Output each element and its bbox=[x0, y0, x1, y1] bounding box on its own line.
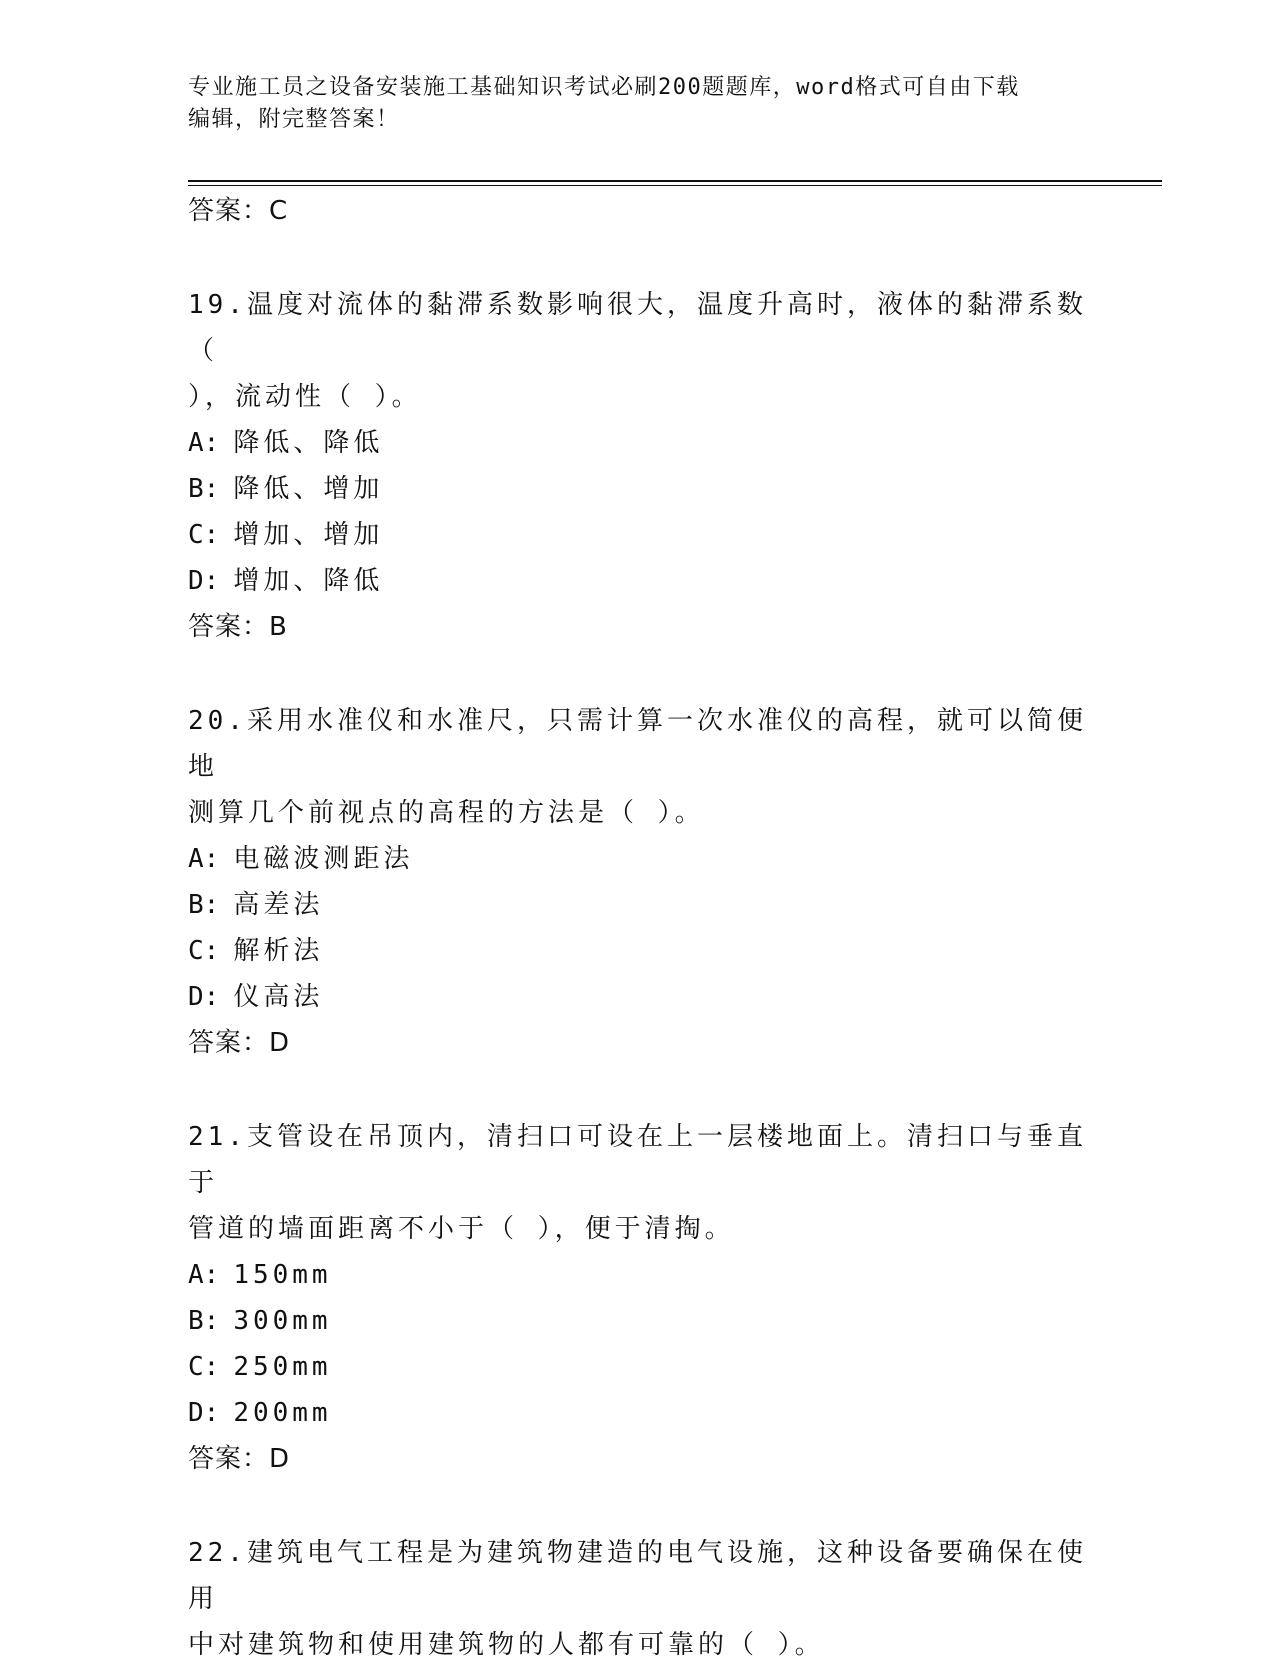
answer-20: 答案：D bbox=[188, 1028, 291, 1058]
option-label: B: bbox=[188, 474, 220, 504]
option-b bbox=[188, 1298, 1088, 1344]
question-block-19 bbox=[188, 282, 1088, 650]
spacer bbox=[188, 1482, 1088, 1530]
answer-18: 答案：C bbox=[188, 196, 289, 226]
header-line-2: 编辑，附完整答案！ bbox=[188, 107, 400, 132]
option-text: 解析法 bbox=[233, 936, 324, 966]
answer-19: 答案：B bbox=[188, 612, 288, 642]
option-label: A: bbox=[188, 844, 220, 874]
option-label: D: bbox=[188, 566, 220, 596]
question-stem-19 bbox=[188, 282, 1088, 420]
answer-21: 答案：D bbox=[188, 1444, 291, 1474]
option-text: 增加、降低 bbox=[233, 566, 384, 596]
option-a bbox=[188, 1252, 1088, 1298]
option-label: A: bbox=[188, 1260, 220, 1290]
option-label: C: bbox=[188, 520, 220, 550]
header-divider bbox=[188, 180, 1162, 186]
option-label: B: bbox=[188, 1306, 220, 1336]
option-text: 高差法 bbox=[233, 890, 324, 920]
option-b bbox=[188, 882, 1088, 928]
question-list bbox=[188, 188, 1088, 1668]
option-label: D: bbox=[188, 1398, 220, 1428]
option-label: C: bbox=[188, 1352, 220, 1382]
option-label: B: bbox=[188, 890, 220, 920]
option-c bbox=[188, 1344, 1088, 1390]
question-text-line: 中对建筑物和使用建筑物的人都有可靠的（ ）。 bbox=[188, 1630, 825, 1660]
page-header bbox=[188, 72, 1088, 136]
question-block-20 bbox=[188, 698, 1088, 1066]
option-text: 降低、降低 bbox=[233, 428, 384, 458]
option-d bbox=[188, 1390, 1088, 1436]
option-a bbox=[188, 836, 1088, 882]
option-text: 150mm bbox=[233, 1260, 332, 1290]
option-d bbox=[188, 558, 1088, 604]
option-text: 250mm bbox=[233, 1352, 332, 1382]
question-text-line: 19.温度对流体的黏滞系数影响很大，温度升高时，液体的黏滞系数（ bbox=[188, 290, 1087, 366]
header-line-1: 专业施工员之设备安装施工基础知识考试必刷200题题库，word格式可自由下载 bbox=[188, 75, 1020, 100]
option-d bbox=[188, 974, 1088, 1020]
question-text-line: 测算几个前视点的高程的方法是（ ）。 bbox=[188, 798, 705, 828]
question-stem-21 bbox=[188, 1114, 1088, 1252]
question-stem-22 bbox=[188, 1530, 1088, 1668]
option-label: D: bbox=[188, 982, 220, 1012]
question-block-21 bbox=[188, 1114, 1088, 1482]
question-block-22 bbox=[188, 1530, 1088, 1668]
option-c bbox=[188, 928, 1088, 974]
option-text: 增加、增加 bbox=[233, 520, 384, 550]
option-text: 降低、增加 bbox=[233, 474, 384, 504]
question-text-line: 21.支管设在吊顶内，清扫口可设在上一层楼地面上。清扫口与垂直于 bbox=[188, 1122, 1087, 1198]
option-label: C: bbox=[188, 936, 220, 966]
question-text-line: 22.建筑电气工程是为建筑物建造的电气设施，这种设备要确保在使用 bbox=[188, 1538, 1087, 1614]
spacer bbox=[188, 234, 1088, 282]
spacer bbox=[188, 650, 1088, 698]
option-a bbox=[188, 420, 1088, 466]
option-c bbox=[188, 512, 1088, 558]
question-text-line: 管道的墙面距离不小于（ ），便于清掏。 bbox=[188, 1214, 735, 1244]
option-text: 300mm bbox=[233, 1306, 332, 1336]
option-text: 200mm bbox=[233, 1398, 332, 1428]
option-text: 仪高法 bbox=[233, 982, 324, 1012]
option-text: 电磁波测距法 bbox=[233, 844, 414, 874]
option-label: A: bbox=[188, 428, 220, 458]
question-stem-20 bbox=[188, 698, 1088, 836]
spacer bbox=[188, 1066, 1088, 1114]
question-text-line: 20.采用水准仪和水准尺，只需计算一次水准仪的高程，就可以简便地 bbox=[188, 706, 1087, 782]
question-text-line: ），流动性（ ）。 bbox=[188, 382, 422, 412]
option-b bbox=[188, 466, 1088, 512]
